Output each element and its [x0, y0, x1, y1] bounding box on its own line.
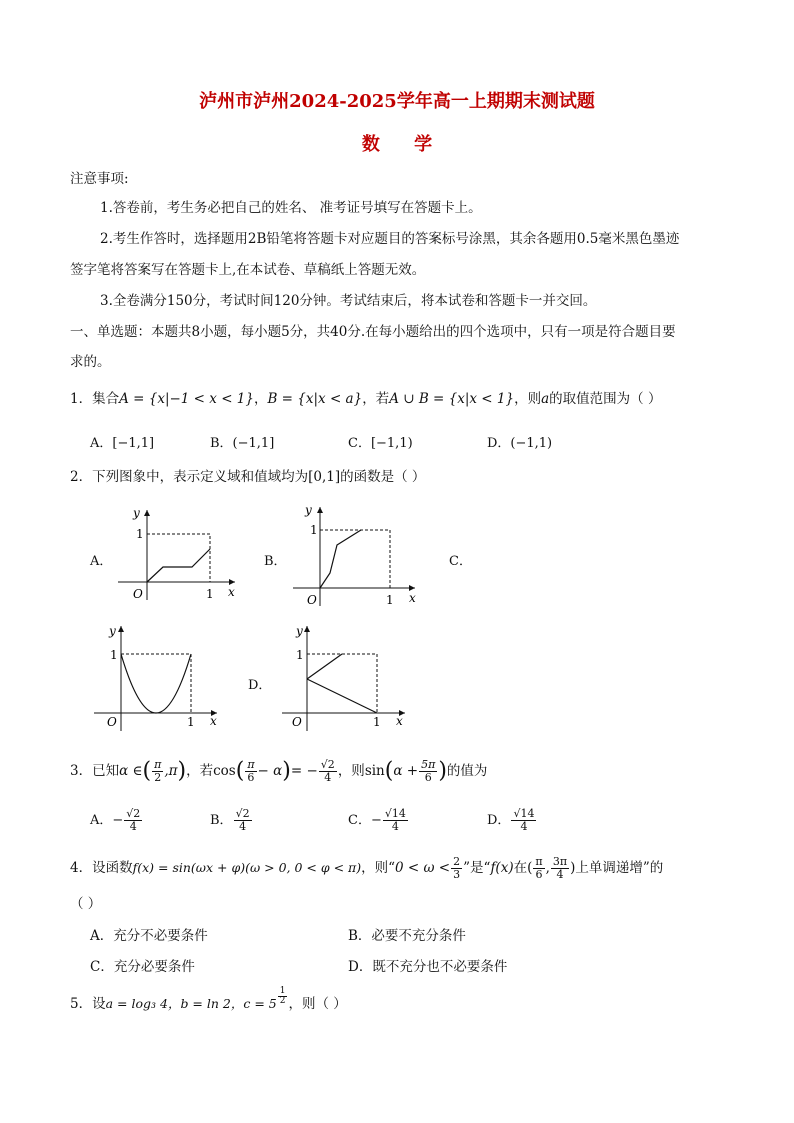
axis-x-label: x — [210, 714, 217, 728]
section-heading-line2: 求的。 — [70, 354, 111, 370]
question-5-stem: 5．设a = log₃ 4，b = ln 2，c = 5 $\frac{1}{2}$ ，则（ ） — [70, 986, 347, 1012]
tick-label-x1: 1 — [373, 715, 381, 729]
graph-b — [285, 503, 420, 608]
q4-option-a: A．充分不必要条件 — [90, 928, 208, 944]
q2-label-a: A． — [90, 554, 113, 569]
axis-x-label: x — [396, 714, 403, 728]
note-item-3: 3.全卷满分150分，考试时间120分钟。考试结束后，将本试卷和答题卡一并交回。 — [100, 293, 597, 309]
graph-a — [110, 505, 240, 605]
q3-option-c: C．− $\frac{√14}{4}$ — [348, 807, 406, 833]
origin-label: O — [307, 593, 317, 607]
note-item-1: 1.答卷前，考生务必把自己的姓名、 准考证号填写在答题卡上。 — [100, 200, 482, 216]
subject-title: 数 学 — [361, 134, 447, 155]
notes-heading: 注意事项: — [70, 171, 129, 187]
axis-x-label: x — [228, 585, 235, 599]
q3-option-d: D． $\frac{√14}{4}$ — [487, 807, 535, 833]
axis-y-label: y — [109, 624, 116, 638]
q4-option-d: D．既不充分也不必要条件 — [348, 959, 508, 975]
tick-label-y1: 1 — [136, 527, 144, 541]
q3-option-a: A．− $\frac{√2}{4}$ — [90, 807, 141, 833]
tick-label-x1: 1 — [386, 593, 394, 607]
question-3-stem: 3．已知α ∈( $\frac{\pi}{2}$ ,π)，若cos( $\frac{\pi}{6}$ − α)= − $\frac{√2}{4}$ ，则sin(α + $\frac{5\pi}{6}$ )的值为 — [70, 758, 488, 784]
q1-option-d: D．(−1,1) — [487, 436, 553, 451]
tick-label-x1: 1 — [187, 715, 195, 729]
q4-option-c: C．充分必要条件 — [90, 959, 195, 975]
tick-label-y1: 1 — [296, 648, 304, 662]
question-4-paren: （ ） — [70, 896, 102, 912]
q2-label-d: D． — [248, 678, 272, 693]
origin-label: O — [133, 587, 143, 601]
graph-c — [92, 622, 222, 734]
exam-title: 泸州市泸州2024-2025学年高一上期期末测试题 — [199, 91, 595, 112]
question-1-stem: 1．集合A = {x|−1 < x < 1}，B = {x|x < a}，若A ∪ B = {x|x < 1}，则a的取值范围为（ ） — [70, 391, 662, 407]
axis-y-label: y — [305, 503, 312, 517]
note-item-2a: 2.考生作答时，选择题用2B铅笔将答题卡对应题目的答案标号涂黑，其余各题用0.5毫米黑色墨迹 — [100, 231, 680, 247]
tick-label-x1: 1 — [206, 587, 214, 601]
question-2-stem: 2．下列图象中，表示定义域和值域均为[0,1]的函数是（ ） — [70, 469, 426, 485]
q2-label-b: B． — [264, 554, 287, 569]
q1-option-c: C．[−1,1) — [348, 436, 413, 451]
section-heading-line1: 一、单选题：本题共8小题，每小题5分，共40分.在每小题给出的四个选项中，只有一项是符合题目要 — [70, 324, 676, 340]
axis-y-label: y — [296, 624, 303, 638]
origin-label: O — [107, 715, 117, 729]
tick-label-y1: 1 — [310, 523, 318, 537]
q2-label-c: C． — [449, 554, 472, 569]
question-4-stem: 4．设函数f(x) = sin(ωx + φ)(ω > 0, 0 < φ < π)，则“0 < ω < $\frac{2}{3}$ ”是“f(x)在( $\frac{\pi}{6}$ , $\frac{3\pi}{4}$ )上单调递增”的 — [70, 855, 664, 881]
axis-y-label: y — [133, 506, 140, 520]
q3-option-b: B． $\frac{√2}{4}$ — [210, 807, 250, 833]
graph-d — [280, 622, 410, 734]
q4-option-b: B．必要不充分条件 — [348, 928, 466, 944]
tick-label-y1: 1 — [110, 648, 118, 662]
origin-label: O — [292, 715, 302, 729]
q1-option-a: A．[−1,1] — [90, 436, 155, 451]
note-item-2b: 签字笔将答案写在答题卡上,在本试卷、草稿纸上答题无效。 — [70, 262, 426, 278]
q1-option-b: B．(−1,1] — [210, 436, 275, 451]
axis-x-label: x — [409, 591, 416, 605]
